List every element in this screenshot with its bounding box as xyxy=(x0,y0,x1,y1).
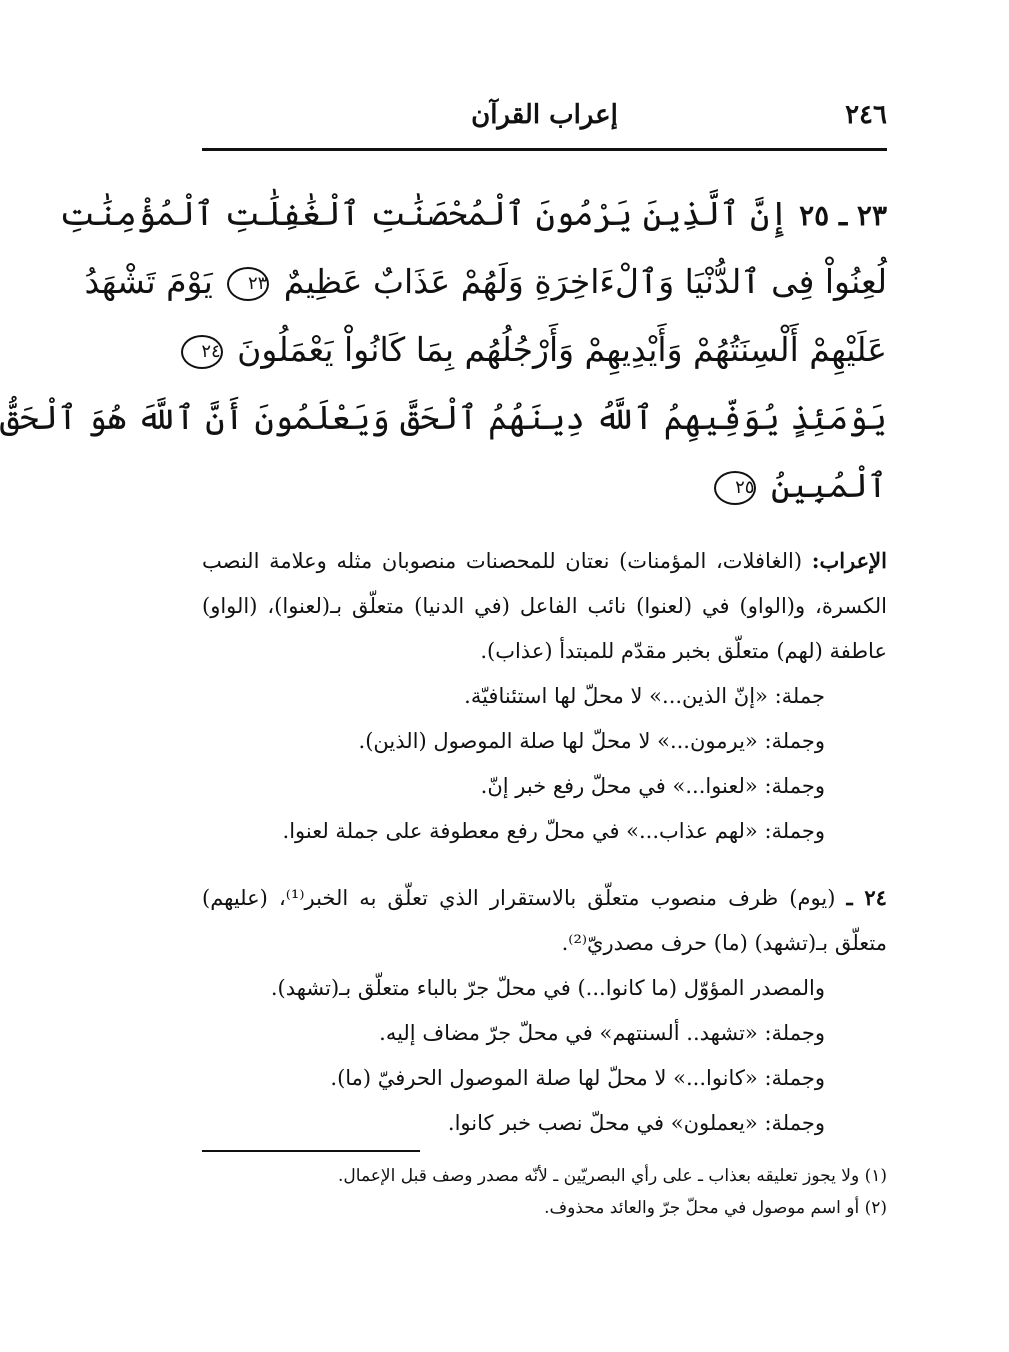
verse-line-4 xyxy=(0,384,887,452)
page-header xyxy=(202,96,887,151)
page-number: ٢٤٦ xyxy=(845,100,887,130)
verse-line-2 xyxy=(84,248,887,316)
verse-text: يَوْمَ تَشْهَدُ xyxy=(84,262,213,301)
sentence-analysis: جملة: «إنّ الذين...» لا محلّ لها استئنافيّة. xyxy=(464,684,825,708)
ayah-number-marker: ٢٤ xyxy=(181,335,223,369)
irab-label: الإعراب: xyxy=(811,548,887,573)
irab-paragraph xyxy=(202,875,887,966)
sentence-analysis: وجملة: «يرمون...» لا محلّ لها صلة الموصول (الذين). xyxy=(358,729,825,753)
irab-text: (يوم) ظرف منصوب متعلّق بالاستقرار الذي تعلّق به الخبر⁽¹⁾، (عليهم) متعلّق بـ(تشهد) (ما) حرف مصدريّ⁽²⁾. xyxy=(202,886,887,955)
footnote-1: (١) ولا يجوز تعليقه بعذاب ـ على رأي البصريّين ـ لأنّه مصدر وصف قبل الإعمال. xyxy=(338,1166,887,1186)
verse-text: عَلَيْهِمْ أَلْسِنَتُهُمْ وَأَيْدِيهِمْ وَأَرْجُلُهُم بِمَا كَانُواْ يَعْمَلُونَ xyxy=(237,330,887,369)
sentence-analysis: والمصدر المؤوّل (ما كانوا...) في محلّ جرّ بالباء متعلّق بـ(تشهد). xyxy=(270,976,825,1000)
irab-section-verse-23 xyxy=(202,538,887,854)
sentence-analysis: وجملة: «كانوا...» لا محلّ لها صلة الموصول الحرفيّ (ما). xyxy=(330,1066,825,1090)
verse-line-5 xyxy=(202,452,887,520)
irab-text: (الغافلات، المؤمنات) نعتان للمحصنات منصوبان مثله وعلامة النصب الكسرة، و(الواو) في (لعنوا) نائب الفاعل (في الدنيا) متعلّق بـ(لعنوا)، (الواو) عاطفة (لهم) متعلّق بخبر مقدّم للمبتدأ (عذاب). xyxy=(202,549,887,663)
quran-verses xyxy=(0,180,887,520)
irab-section-verse-24 xyxy=(202,875,887,1146)
verse-text: ٱلْمُبِينُ xyxy=(770,466,887,505)
sentence-analysis: وجملة: «لعنوا...» في محلّ رفع خبر إنّ. xyxy=(480,774,825,798)
sentence-analysis: وجملة: «يعملون» في محلّ نصب خبر كانوا. xyxy=(447,1111,825,1135)
sentence-analysis: وجملة: «لهم عذاب...» في محلّ رفع معطوفة على جملة لعنوا. xyxy=(282,819,825,843)
running-title: إعراب القرآن xyxy=(471,100,618,130)
footnote-2: (٢) أو اسم موصول في محلّ جرّ والعائد محذوف. xyxy=(544,1198,887,1218)
verse-text: يَوْمَئِذٍ يُوَفِّيهِمُ ٱللَّهُ دِينَهُمُ ٱلْحَقَّ وَيَعْلَمُونَ أَنَّ ٱللَّهَ هُوَ ٱلْحَقُّ xyxy=(0,398,887,437)
verse-reference: ٢٣ ـ ٢٥ xyxy=(799,199,887,232)
footnotes xyxy=(202,1160,887,1224)
verse-text: لُعِنُواْ فِى ٱلدُّنْيَا وَٱلْءَاخِرَةِ وَلَهُمْ عَذَابٌ عَظِيمٌ xyxy=(283,262,887,301)
sentence-analysis: وجملة: «تشهد.. ألسنتهم» في محلّ جرّ مضاف إليه. xyxy=(379,1021,825,1045)
footnote-divider xyxy=(202,1150,420,1152)
verse-line-3 xyxy=(202,316,887,384)
irab-paragraph xyxy=(202,538,887,674)
ayah-number-marker: ٢٥ xyxy=(714,471,756,505)
verse-line-1 xyxy=(59,180,887,248)
verse-text: إِنَّ ٱلَّذِينَ يَرْمُونَ ٱلْمُحْصَنَٰتِ ٱلْغَٰفِلَٰتِ ٱلْمُؤْمِنَٰتِ xyxy=(59,194,789,233)
ayah-number-marker: ٢٣ xyxy=(227,267,269,301)
verse-number-label: ٢٤ ـ xyxy=(846,885,887,910)
